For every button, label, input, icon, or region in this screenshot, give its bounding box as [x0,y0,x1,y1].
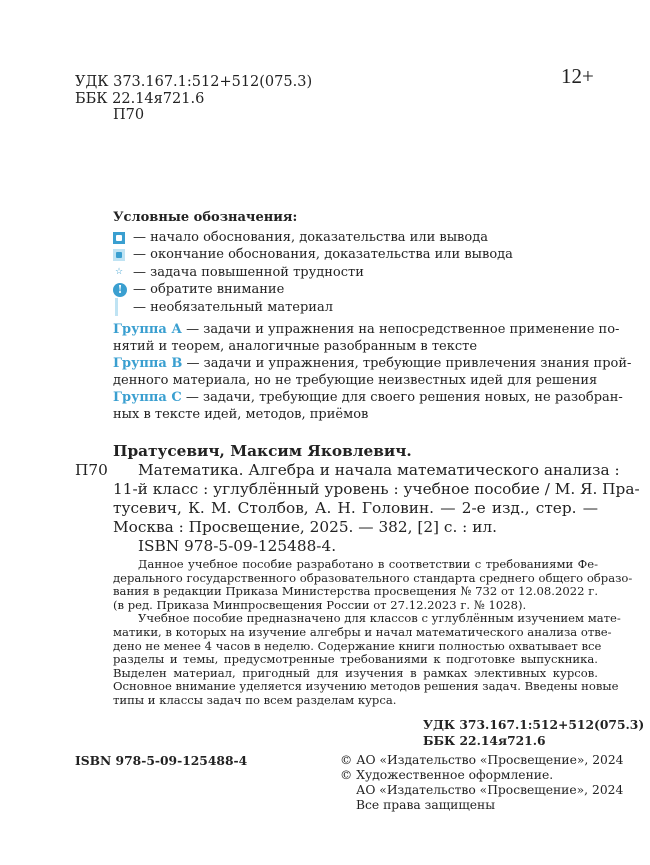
legend-title: Условные обозначения: [113,210,298,225]
bib-record: Математика. Алгебра и начала математического анализа : 11-й класс : углублённый уровень : учебное пособие / М. Я. Пра- тусевич, К. М. Столбов, А. Н. Головин. — 2-е изд., стер. — Москва : Просвещение, 2025. — 382, [2] с. : ил. ISBN 978-5-09-125488-4. [113,461,640,555]
bib-author: Пратусевич, Максим Яковлевич. [113,442,412,460]
bib-udk: УДК 373.167.1:512+512(075.3) [423,717,645,732]
legend [113,209,513,316]
exclamation-icon: ! [113,283,127,297]
group-label: Группа С [113,390,182,405]
header-udk: УДК 373.167.1:512+512(075.3) [75,74,313,90]
footer-isbn: ISBN 978-5-09-125488-4 [75,753,248,768]
legend-item: ☆ — задача повышенной трудности [114,264,364,280]
square-filled-icon [113,249,125,261]
vertical-bar-icon [115,298,118,316]
difficulty-groups [113,322,632,424]
star-icon: ☆ [114,267,124,278]
bib-classification [423,717,644,749]
group-a: Группа А — задачи и упражнения на непосредственное применение по- нятий и теорем, аналогичные разобранным в тексте [113,322,620,354]
group-c: Группа С — задачи, требующие для своего решения новых, не разобран- ных в тексте идей, методов, приёмов [113,390,623,422]
square-open-icon [113,232,125,244]
legend-item: ! — обратите внимание [113,281,513,298]
bib-isbn: ISBN 978-5-09-125488-4. [138,537,337,555]
legend-item: — необязательный материал [113,299,513,316]
group-label: Группа А [113,322,182,337]
legend-item: — окончание обоснования, доказательства или вывода [113,246,513,263]
legend-item: — начало обоснования, доказательства или вывода [113,229,513,246]
footer-copyright: © АО «Издательство «Просвещение», 2024 © Художественное оформление. АО «Издательство «Просвещение», 2024 Все права защищены [340,753,624,812]
bib-code: П70 [75,461,108,479]
group-label: Группа В [113,356,183,371]
header-bbk: ББК 22.14я721.6 [75,90,205,107]
annotation: Данное учебное пособие разработано в соответствии с требованиями Фе- дерального государственного образовательного стандарта среднего общего образо- вания в редакции Приказа Министерства просвещения № 732 от 12.08.2022 г. (в ред. Приказа Минпросвещения России от 27.12.2023 г. № 1028). Учебное пособие предназначено для классов с углублённым изучением мате- матики, в которых на изучение алгебры и начал математического анализа отве- дено не менее 4 часов в неделю. Содержание книги полностью охватывает все разделы и темы, предусмотренные требованиями к подготовке выпускника. Выделен материал, пригодный для изучения в рамках элективных курсов. Основное внимание уделяется изучению методов решения задач. Введены новые типы и классы задач по всем разделам курса. [113,557,633,707]
bib-bbk: ББК 22.14я721.6 [423,733,546,748]
age-rating: 12+ [561,64,594,88]
header-classification [75,74,312,124]
header-code: П70 [113,107,145,123]
group-b: Группа В — задачи и упражнения, требующие привлечения знания прой- денного материала, но не требующие неизвестных идей для решения [113,356,632,388]
